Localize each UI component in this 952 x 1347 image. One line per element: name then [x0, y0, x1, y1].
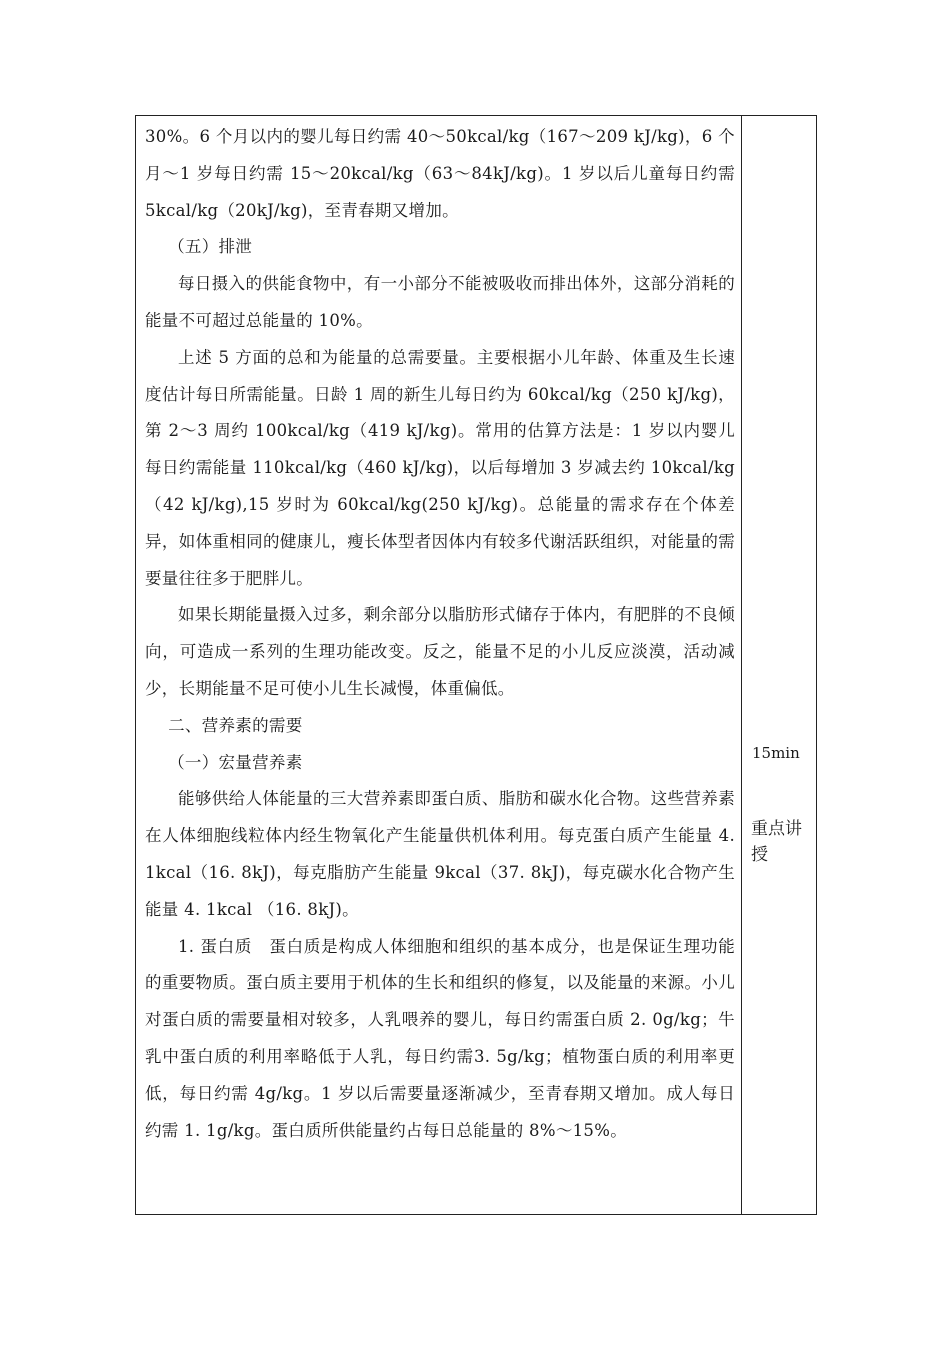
paragraph-energy-imbalance: 如果长期能量摄入过多，剩余部分以脂肪形式储存于体内，有肥胖的不良倾向，可造成一系列的生理功能改变。反之，能量不足的小儿反应淡漠，活动减少，长期能量不足可使小儿生长减慢，体重偏低。: [145, 605, 735, 698]
heading-nutrient-needs: 二、营养素的需要: [168, 715, 303, 735]
paragraph-macronutrients: 能够供给人体能量的三大营养素即蛋白质、脂肪和碳水化合物。这些营养素在人体细胞线粒体内经生物氧化产生能量供机体利用。每克蛋白质产生能量 4. 1kcal（16. 8kJ)，每克脂肪产生能量 9kcal（37. 8kJ)，每克碳水化合物产生能量 4. 1kcal （16. 8kJ)。: [145, 789, 735, 919]
paragraph-protein: 1. 蛋白质 蛋白质是构成人体细胞和组织的基本成分，也是保证生理功能的重要物质。蛋白质主要用于机体的生长和组织的修复，以及能量的来源。小儿对蛋白质的需要量相对较多，人乳喂养的婴儿，每日约需蛋白质 2. 0g/kg；牛乳中蛋白质的利用率略低于人乳，每日约需3. 5g/kg；植物蛋白质的利用率更低，每日约需 4g/kg。1 岁以后需要量逐渐减少，至青春期又增加。成人每日约需 1. 1g/kg。蛋白质所供能量约占每日总能量的 8%～15%。: [145, 936, 735, 1140]
notes-cell: [742, 116, 815, 1214]
paragraph-total-energy: 上述 5 方面的总和为能量的总需要量。主要根据小儿年龄、体重及生长速度估计每日所需能量。日龄 1 周的新生儿每日约为 60kcal/kg（250 kJ/kg)，第 2～3 周约 100kcal/kg（419 kJ/kg)。常用的估算方法是：1 岁以内婴儿每日约需能量 110kcal/kg（460 kJ/kg)，以后每增加 3 岁减去约 10kcal/kg（42 kJ/kg),15 岁时为 60kcal/kg(250 kJ/kg)。总能量的需求存在个体差异，如体重相同的健康儿，瘦长体型者因体内有较多代谢活跃组织，对能量的需要量往往多于肥胖儿。: [145, 347, 735, 588]
content-cell: [136, 116, 742, 1214]
heading-macronutrients: （一）宏量营养素: [168, 752, 303, 772]
time-allocation: 15min: [752, 744, 800, 762]
heading-excretion: （五）排泄: [168, 237, 253, 257]
paragraph-energy-infant: 30%。6 个月以内的婴儿每日约需 40～50kcal/kg（167～209 kJ/kg)，6 个月～1 岁每日约需 15～20kcal/kg（63～84kJ/kg)。1 岁以后儿童每日约需 5kcal/kg（20kJ/kg)，至青春期又增加。: [145, 127, 735, 220]
lesson-table: [135, 115, 817, 1215]
teaching-note: 重点讲授: [751, 819, 802, 865]
paragraph-excretion: 每日摄入的供能食物中，有一小部分不能被吸收而排出体外，这部分消耗的能量不可超过总能量的 10%。: [145, 274, 735, 330]
